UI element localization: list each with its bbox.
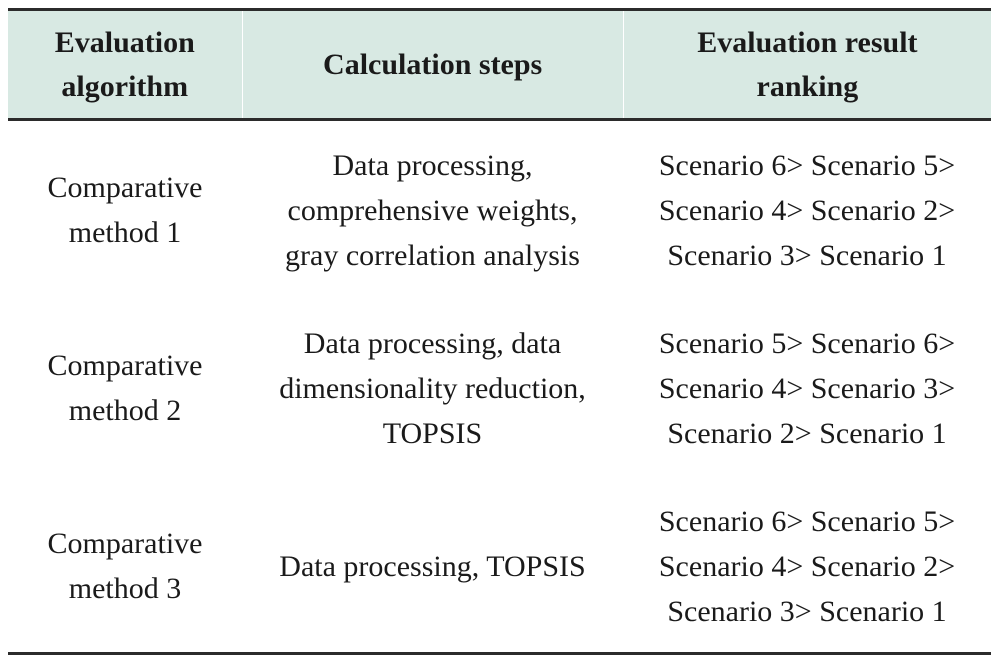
cell-ranking [623, 121, 991, 299]
cell-text: Scenario 4> Scenario 2> [658, 549, 956, 583]
cell-text: Scenario 2> Scenario 1 [667, 416, 947, 450]
cell-text: Comparative [47, 349, 203, 382]
cell-text: Data processing, data [303, 326, 562, 360]
header-text: Evaluation [54, 25, 195, 59]
header-text: Evaluation result [697, 25, 918, 59]
cell-text: Comparative [47, 171, 203, 204]
cell-text: Scenario 3> Scenario 1 [667, 238, 947, 272]
table-header [8, 11, 991, 118]
cell-text: Comparative [47, 527, 203, 560]
cell-text: TOPSIS [382, 416, 483, 450]
cell-text: method 1 [68, 216, 182, 249]
cell-text: Data processing, TOPSIS [279, 549, 586, 583]
cell-ranking [623, 299, 991, 477]
cell-text: method 3 [68, 572, 182, 605]
cell-text: Scenario 5> Scenario 6> [658, 326, 956, 360]
header-text: ranking [756, 69, 859, 103]
cell-algorithm [8, 477, 242, 655]
table-row [8, 299, 991, 477]
table-bottom-rule [8, 652, 991, 655]
cell-text: comprehensive weights, [287, 193, 578, 227]
cell-text: Scenario 4> Scenario 3> [658, 371, 956, 405]
cell-algorithm [8, 121, 242, 299]
header-text: Calculation steps [323, 47, 543, 81]
cell-text: Scenario 3> Scenario 1 [667, 594, 947, 628]
cell-steps [242, 121, 623, 299]
header-text: algorithm [61, 69, 189, 103]
table-row [8, 121, 991, 299]
cell-text: dimensionality reduction, [279, 371, 586, 405]
cell-text: method 2 [68, 394, 182, 427]
header-evaluation-algorithm [8, 11, 243, 118]
header-calculation-steps [243, 11, 624, 118]
table-row [8, 477, 991, 655]
cell-text: Scenario 6> Scenario 5> [658, 148, 956, 182]
cell-text: gray correlation analysis [285, 238, 580, 272]
cell-text: Scenario 4> Scenario 2> [658, 193, 956, 227]
cell-ranking [623, 477, 991, 655]
cell-algorithm [8, 299, 242, 477]
cell-text: Scenario 6> Scenario 5> [658, 504, 956, 538]
cell-steps [242, 477, 623, 655]
cell-text: Data processing, [332, 148, 533, 182]
header-evaluation-ranking [624, 11, 991, 118]
cell-steps [242, 299, 623, 477]
comparison-table [8, 8, 991, 655]
